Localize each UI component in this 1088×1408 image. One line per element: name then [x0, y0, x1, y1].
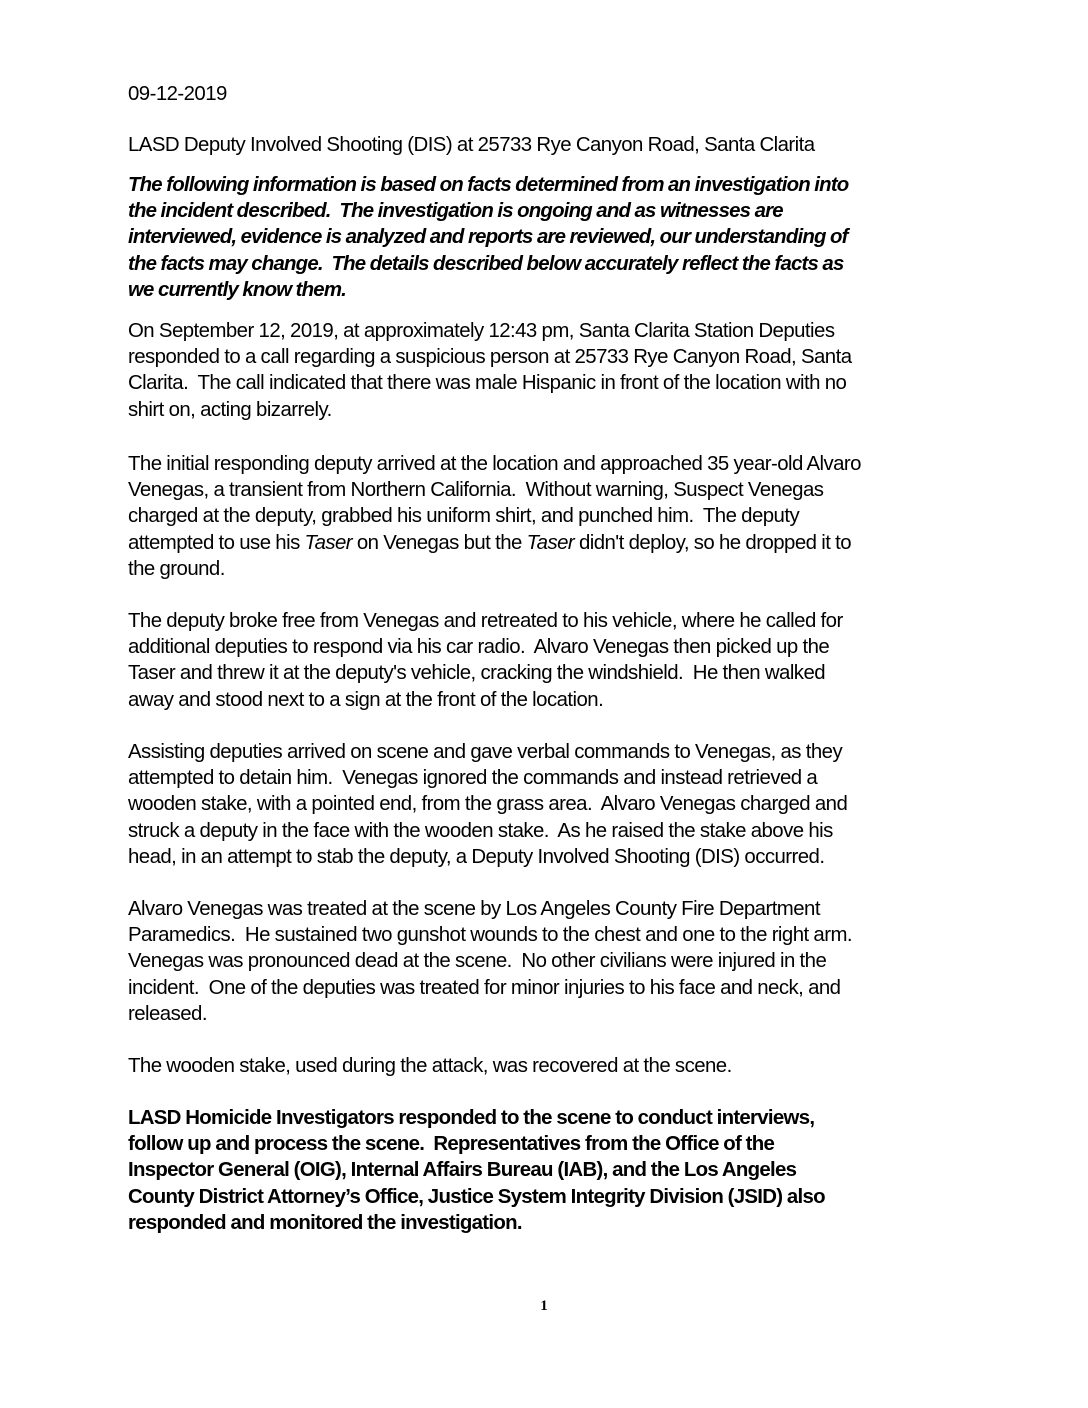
paragraph-line: head, in an attempt to stab the deputy, a Deputy Involved Shooting (DIS) occurred.	[128, 845, 825, 868]
paragraph-line: incident. One of the deputies was treated for minor injuries to his face and neck, and	[128, 976, 841, 999]
paragraph-line: Paramedics. He sustained two gunshot wounds to the chest and one to the right arm.	[128, 924, 853, 947]
notice-line: interviewed, evidence is analyzed and reports are reviewed, our understanding of	[128, 226, 848, 249]
paragraph-line: Assisting deputies arrived on scene and gave verbal commands to Venegas, as they	[128, 741, 843, 763]
notice-line: we currently know them.	[128, 278, 347, 301]
taser-term: Taser	[526, 531, 575, 554]
closing-line: County District Attorney’s Office, Justice System Integrity Division (JSID) also	[128, 1185, 825, 1208]
paragraph-line: the ground.	[128, 557, 225, 580]
notice-line: the facts may change. The details described below accurately reflect the facts as	[128, 252, 844, 275]
paragraph-line: Taser and threw it at the deputy's vehicle, cracking the windshield. He then walked	[128, 662, 826, 685]
paragraph-line: away and stood next to a sign at the front of the location.	[128, 688, 604, 711]
paragraph-line: released.	[128, 1002, 207, 1025]
paragraph-line: The initial responding deputy arrived at the location and approached 35 year-old Alvaro	[128, 453, 861, 475]
taser-term: Taser	[304, 531, 353, 554]
paragraph-injuries	[128, 896, 852, 1027]
closing-line: follow up and process the scene. Representatives from the Office of the	[128, 1133, 775, 1156]
paragraph-line: The deputy broke free from Venegas and retreated to his vehicle, where he called for	[128, 610, 843, 632]
notice-line: the incident described. The investigation is ongoing and as witnesses are	[128, 200, 783, 223]
paragraph-initial-call	[128, 318, 852, 423]
paragraph-line: attempted to detain him. Venegas ignored the commands and instead retrieved a	[128, 767, 818, 790]
paragraph-evidence	[128, 1053, 732, 1079]
paragraph-line: struck a deputy in the face with the wooden stake. As he raised the stake above his	[128, 819, 833, 842]
paragraph-line: Alvaro Venegas was treated at the scene by Los Angeles County Fire Department	[128, 898, 820, 920]
paragraph-line: additional deputies to respond via his car radio. Alvaro Venegas then picked up the	[128, 636, 830, 659]
text-segment: on Venegas but the	[352, 531, 527, 554]
paragraph-line	[128, 530, 861, 556]
closing-line: responded and monitored the investigation.	[128, 1211, 522, 1234]
disclaimer-notice	[128, 172, 848, 303]
paragraph-line: responded to a call regarding a suspicious person at 25733 Rye Canyon Road, Santa	[128, 346, 852, 369]
paragraph-line: The wooden stake, used during the attack, was recovered at the scene.	[128, 1055, 732, 1077]
paragraph-initial-contact	[128, 451, 861, 582]
paragraph-shooting	[128, 739, 847, 870]
closing-line: Inspector General (OIG), Internal Affairs Bureau (IAB), and the Los Angeles	[128, 1159, 797, 1182]
paragraph-line: On September 12, 2019, at approximately 12:43 pm, Santa Clarita Station Deputies	[128, 320, 835, 342]
document-date: 09-12-2019	[128, 83, 227, 105]
paragraph-line: wooden stake, with a pointed end, from the grass area. Alvaro Venegas charged and	[128, 793, 848, 816]
paragraph-line: Venegas, a transient from Northern California. Without warning, Suspect Venegas	[128, 479, 824, 502]
paragraph-retreat	[128, 608, 843, 713]
paragraph-line: shirt on, acting bizarrely.	[128, 398, 332, 421]
paragraph-line: Clarita. The call indicated that there was male Hispanic in front of the location with no	[128, 372, 847, 395]
page-number: 1	[540, 1298, 548, 1314]
notice-line: The following information is based on facts determined from an investigation into	[128, 174, 849, 196]
text-segment: attempted to use his	[128, 531, 305, 554]
closing-statement	[128, 1105, 825, 1236]
document-title: LASD Deputy Involved Shooting (DIS) at 25733 Rye Canyon Road, Santa Clarita	[128, 134, 815, 156]
paragraph-line: charged at the deputy, grabbed his uniform shirt, and punched him. The deputy	[128, 505, 800, 528]
paragraph-line: Venegas was pronounced dead at the scene. No other civilians were injured in the	[128, 950, 827, 973]
closing-line: LASD Homicide Investigators responded to the scene to conduct interviews,	[128, 1107, 815, 1129]
text-segment: didn't deploy, so he dropped it to	[574, 531, 852, 554]
